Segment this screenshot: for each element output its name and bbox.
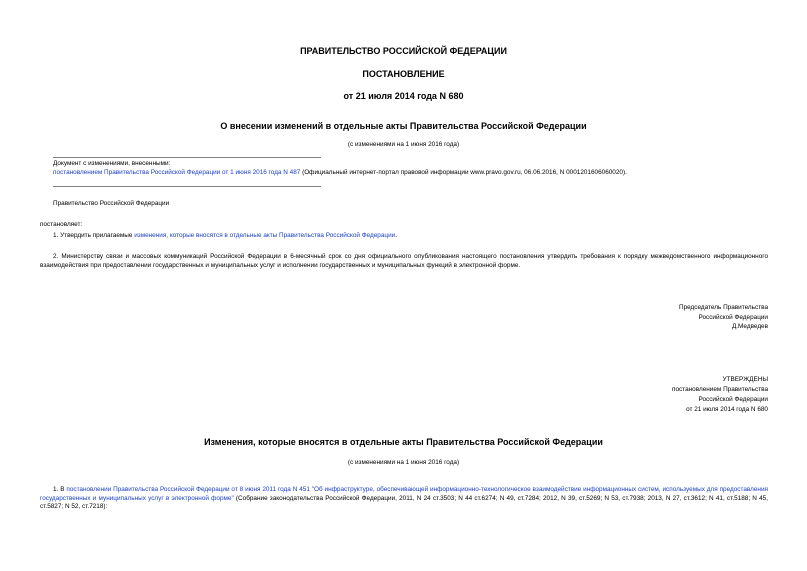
annex-paragraph-1 bbox=[40, 486, 768, 512]
issuing-authority: Правительство Российской Федерации bbox=[53, 200, 170, 207]
decides-label: постановляет: bbox=[40, 221, 83, 228]
government-name: ПРАВИТЕЛЬСТВО РОССИЙСКОЙ ФЕДЕРАЦИИ bbox=[300, 46, 507, 56]
changes-box-top-rule bbox=[53, 157, 321, 158]
signature-position: Председатель Правительства bbox=[679, 304, 768, 311]
item-1-suffix: . bbox=[395, 232, 397, 239]
item-1 bbox=[53, 232, 397, 241]
document-type: ПОСТАНОВЛЕНИЕ bbox=[362, 69, 445, 79]
signature-organization: Российской Федерации bbox=[698, 314, 768, 321]
annex-edition-note: (с изменениями на 1 июня 2016 года) bbox=[347, 459, 460, 466]
approved-organization: Российской Федерации bbox=[698, 396, 768, 403]
changes-box-line bbox=[53, 169, 773, 178]
annex-paragraph-1-prefix: 1. В bbox=[53, 486, 67, 493]
changes-box-source: (Официальный интернет-портал правовой информации www.pravo.gov.ru, 06.06.2016, N 0001201606060020). bbox=[300, 169, 627, 176]
resolution-451-link[interactable]: постановлении Правительства Российской Федерации от 8 июня 2011 года N 451 "Об инфраструктуре, обеспечивающей информационно-технологическое взаимодействие информационных систем, используемых для предоставления государственных и муниципальных услуг в электронной форме" bbox=[40, 486, 768, 502]
annex-title: Изменения, которые вносятся в отдельные акты Правительства Российской Федерации bbox=[204, 437, 603, 447]
changes-box-bottom-rule bbox=[53, 186, 321, 187]
approved-date-number: от 21 июля 2014 года N 680 bbox=[686, 406, 768, 413]
approved-by: постановлением Правительства bbox=[672, 386, 768, 393]
signature-name: Д.Медведев bbox=[731, 323, 768, 330]
edition-note: (с изменениями на 1 июня 2016 года) bbox=[347, 141, 460, 148]
item-1-prefix: 1. Утвердить прилагаемые bbox=[53, 232, 135, 239]
document-title: О внесении изменений в отдельные акты Правительства Российской Федерации bbox=[220, 121, 587, 131]
approved-heading: УТВЕРЖДЕНЫ bbox=[722, 376, 768, 383]
annex-paragraph-1-sources: (Собрание законодательства Российской Федерации, 2011, N 24 ст.3503; N 44 ст.6274; N 49, ст.7284; 2012, N 39, ст.5269; N 53, ст.7938; 2013, N 27, ст.3612; N 41, ст.5188; N 45, ст.5827; N 52, ст.7218): bbox=[40, 494, 768, 511]
changes-box-intro: Документ с изменениями, внесенными: bbox=[53, 160, 171, 167]
document-date-number: от 21 июля 2014 года N 680 bbox=[343, 91, 464, 101]
item-2: 2. Министерству связи и массовых коммуникаций Российской Федерации в 6-месячный срок со дня официального опубликования настоящего постановления утвердить требования к порядку межведомственного информационного взаимодействия при предоставлении государственных и муниципальных услуг и исполнении государственных и муниципальных функций в электронной форме. bbox=[40, 253, 768, 269]
changes-annex-link[interactable]: изменения, которые вносятся в отдельные акты Правительства Российской Федерации bbox=[134, 232, 396, 239]
amending-act-link[interactable]: постановлением Правительства Российской Федерации от 1 июня 2016 года N 487 bbox=[53, 169, 301, 176]
